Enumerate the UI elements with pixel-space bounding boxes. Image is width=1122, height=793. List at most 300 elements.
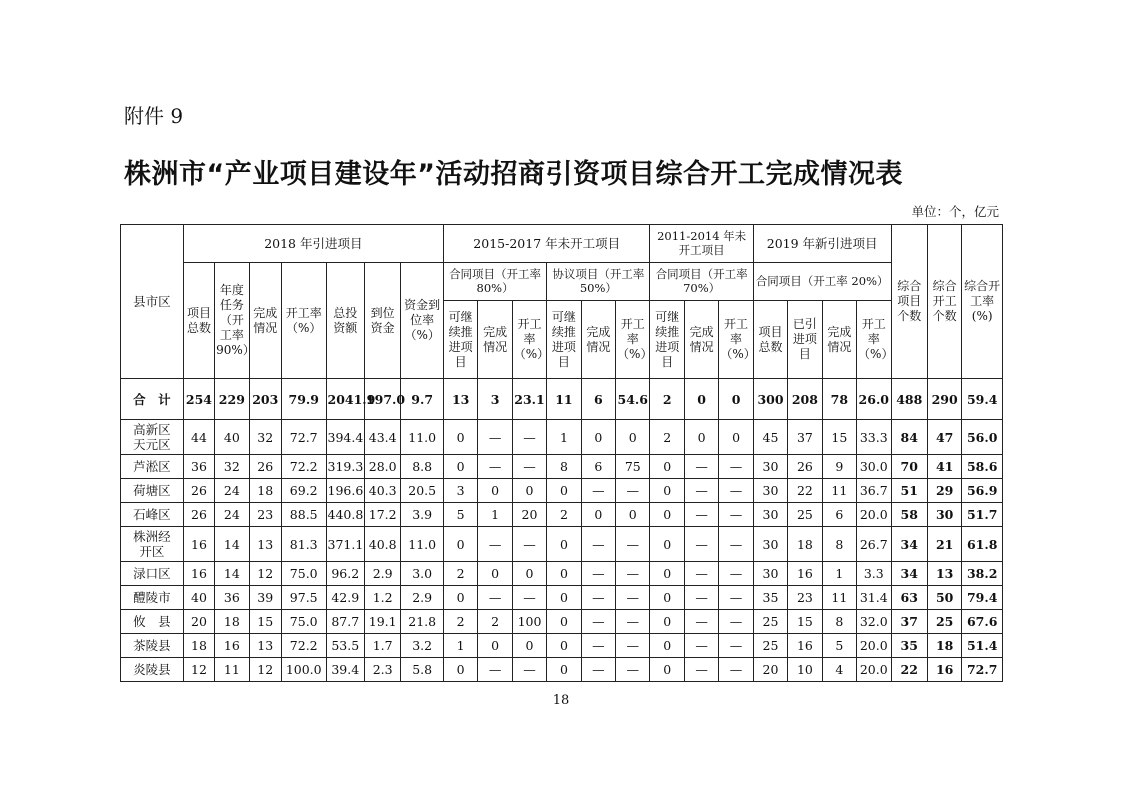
header-group-2019: 2019 年新引进项目 — [753, 225, 891, 263]
table-row — [121, 527, 1003, 562]
table-cell: 0 — [719, 420, 753, 455]
table-cell: — — [684, 455, 718, 479]
table-cell: 15 — [249, 610, 281, 634]
county-name-cell: 高新区天元区 — [121, 420, 184, 455]
table-cell: 18 — [183, 634, 214, 658]
table-cell: 40.8 — [364, 527, 400, 562]
table-cell: 0 — [443, 527, 477, 562]
table-cell: 1 — [478, 503, 512, 527]
table-cell: 1 — [547, 420, 581, 455]
table-cell: — — [684, 586, 718, 610]
table-row — [121, 658, 1003, 682]
table-cell: — — [616, 479, 650, 503]
county-name-cell: 渌口区 — [121, 562, 184, 586]
table-row — [121, 420, 1003, 455]
table-cell: 18 — [215, 610, 249, 634]
table-cell: 20 — [753, 658, 787, 682]
table-cell: 8.8 — [401, 455, 444, 479]
county-name-cell: 株洲经开区 — [121, 527, 184, 562]
table-cell: 0 — [478, 562, 512, 586]
table-cell: — — [478, 658, 512, 682]
table-cell: — — [719, 658, 753, 682]
page-number: 18 — [552, 693, 570, 708]
table-cell: 15 — [822, 420, 856, 455]
table-cell: 2 — [650, 420, 684, 455]
table-cell: 13 — [249, 527, 281, 562]
table-cell: 6 — [581, 379, 615, 420]
table-cell: 56.9 — [962, 479, 1003, 503]
unit-note: 单位：个，亿元 — [911, 204, 999, 219]
table-cell: 36.7 — [857, 479, 891, 503]
table-cell: 54.6 — [616, 379, 650, 420]
table-cell: 25 — [927, 610, 961, 634]
table-cell: — — [719, 479, 753, 503]
table-cell: 229 — [215, 379, 249, 420]
table-cell: — — [684, 503, 718, 527]
table-cell: 5 — [443, 503, 477, 527]
table-cell: 16 — [788, 562, 822, 586]
table-cell: 13 — [927, 562, 961, 586]
table-cell: 16 — [788, 634, 822, 658]
table-cell: 197.0 — [364, 379, 400, 420]
table-cell: 3.3 — [857, 562, 891, 586]
table-cell: 9.7 — [401, 379, 444, 420]
table-cell: 11.0 — [401, 420, 444, 455]
table-cell: 15 — [788, 610, 822, 634]
table-cell: 23 — [788, 586, 822, 610]
table-cell: — — [478, 527, 512, 562]
header-2019-contract: 合同项目（开工率 20%） — [753, 263, 891, 301]
table-cell: 8 — [822, 610, 856, 634]
table-cell: 1 — [822, 562, 856, 586]
table-cell: 100.0 — [281, 658, 326, 682]
table-cell: — — [616, 562, 650, 586]
table-cell: — — [719, 527, 753, 562]
table-cell: 300 — [753, 379, 787, 420]
table-cell: 78 — [822, 379, 856, 420]
table-cell: 371.1 — [326, 527, 364, 562]
header-rate: 开工率（%） — [512, 301, 546, 379]
table-cell: 38.2 — [962, 562, 1003, 586]
table-cell: 8 — [822, 527, 856, 562]
table-cell: 2 — [478, 610, 512, 634]
table-cell: 3 — [478, 379, 512, 420]
table-cell: 42.9 — [326, 586, 364, 610]
table-cell: — — [512, 658, 546, 682]
table-cell: 0 — [616, 420, 650, 455]
header-2019-total: 项目总数 — [753, 301, 787, 379]
table-cell: 72.2 — [281, 634, 326, 658]
table-cell: 11 — [215, 658, 249, 682]
table-cell: 0 — [443, 455, 477, 479]
table-row — [121, 455, 1003, 479]
table-cell: 72.7 — [281, 420, 326, 455]
table-row — [121, 586, 1003, 610]
table-cell: 26 — [249, 455, 281, 479]
table-cell: 12 — [249, 658, 281, 682]
table-cell: 5.8 — [401, 658, 444, 682]
table-cell: 32 — [215, 455, 249, 479]
table-cell: 0 — [684, 379, 718, 420]
table-cell: 0 — [547, 610, 581, 634]
table-cell: — — [616, 658, 650, 682]
table-cell: 14 — [215, 562, 249, 586]
table-cell: 40 — [183, 586, 214, 610]
table-cell: 26.7 — [857, 527, 891, 562]
table-cell: 56.0 — [962, 420, 1003, 455]
table-cell: 20 — [183, 610, 214, 634]
table-cell: — — [684, 634, 718, 658]
table-cell: 10 — [788, 658, 822, 682]
header-rate: 开工率（%） — [616, 301, 650, 379]
table-cell: 72.7 — [962, 658, 1003, 682]
table-cell: 25 — [753, 610, 787, 634]
header-group-2018: 2018 年引进项目 — [183, 225, 443, 263]
table-cell: 20.0 — [857, 634, 891, 658]
table-cell: 16 — [927, 658, 961, 682]
table-cell: 31.4 — [857, 586, 891, 610]
table-cell: 51.7 — [962, 503, 1003, 527]
table-cell: 47 — [927, 420, 961, 455]
table-cell: 0 — [650, 658, 684, 682]
table-cell: 0 — [547, 586, 581, 610]
table-cell: 0 — [443, 658, 477, 682]
table-cell: 36 — [183, 455, 214, 479]
table-cell: 45 — [753, 420, 787, 455]
table-cell: 41 — [927, 455, 961, 479]
header-2015-agreement: 协议项目（开工率 50%） — [547, 263, 650, 301]
table-cell: 0 — [547, 527, 581, 562]
table-cell: 13 — [249, 634, 281, 658]
table-cell: 0 — [650, 455, 684, 479]
table-cell: 21 — [927, 527, 961, 562]
table-cell: 0 — [547, 634, 581, 658]
table-cell: 6 — [822, 503, 856, 527]
table-cell: 16 — [183, 562, 214, 586]
table-cell: 0 — [547, 658, 581, 682]
table-cell: 51 — [891, 479, 927, 503]
table-cell: 5 — [822, 634, 856, 658]
table-cell: 23 — [249, 503, 281, 527]
table-cell: 9 — [822, 455, 856, 479]
header-2019-introduced: 已引进项目 — [788, 301, 822, 379]
table-cell: 69.2 — [281, 479, 326, 503]
table-cell: 319.3 — [326, 455, 364, 479]
table-cell: 30 — [753, 562, 787, 586]
header-annual-task: 年度任务（开工率90%） — [215, 263, 249, 379]
table-cell: 25 — [753, 634, 787, 658]
table-cell: — — [616, 527, 650, 562]
header-done: 完成情况 — [684, 301, 718, 379]
table-cell: 30 — [753, 479, 787, 503]
summary-table — [120, 224, 1003, 682]
table-row-total — [121, 379, 1003, 420]
table-cell: 36 — [215, 586, 249, 610]
table-cell: — — [719, 634, 753, 658]
table-cell: 26 — [183, 503, 214, 527]
table-cell: — — [719, 455, 753, 479]
table-cell: 16 — [215, 634, 249, 658]
header-group-2011: 2011-2014 年未开工项目 — [650, 225, 753, 263]
county-name-cell: 合 计 — [121, 379, 184, 420]
table-cell: 0 — [650, 610, 684, 634]
table-cell: 32 — [249, 420, 281, 455]
table-cell: 18 — [788, 527, 822, 562]
table-cell: 16 — [183, 527, 214, 562]
header-2019-done: 完成情况 — [822, 301, 856, 379]
table-cell: 0 — [443, 420, 477, 455]
table-cell: 13 — [443, 379, 477, 420]
header-start-rate: 开工率（%） — [281, 263, 326, 379]
table-cell: 37 — [891, 610, 927, 634]
table-cell: 88.5 — [281, 503, 326, 527]
table-cell: — — [684, 658, 718, 682]
table-cell: 24 — [215, 503, 249, 527]
table-cell: 39.4 — [326, 658, 364, 682]
table-cell: 11 — [822, 586, 856, 610]
table-cell: 3.0 — [401, 562, 444, 586]
table-row — [121, 634, 1003, 658]
header-continuable: 可继续推进项目 — [650, 301, 684, 379]
table-row — [121, 503, 1003, 527]
table-row — [121, 610, 1003, 634]
table-cell: 26 — [788, 455, 822, 479]
table-cell: 488 — [891, 379, 927, 420]
table-cell: 2.9 — [401, 586, 444, 610]
table-cell: — — [512, 420, 546, 455]
table-cell: 0 — [650, 527, 684, 562]
table-cell: 2.3 — [364, 658, 400, 682]
table-cell: 19.1 — [364, 610, 400, 634]
table-cell: 20.0 — [857, 658, 891, 682]
table-cell: 0 — [443, 586, 477, 610]
table-cell: 440.8 — [326, 503, 364, 527]
table-cell: 0 — [650, 586, 684, 610]
header-continuable: 可继续推进项目 — [443, 301, 477, 379]
table-cell: 0 — [650, 562, 684, 586]
table-cell: 1.2 — [364, 586, 400, 610]
table-cell: — — [581, 586, 615, 610]
header-2019-rate: 开工率（%） — [857, 301, 891, 379]
table-cell: — — [684, 479, 718, 503]
table-cell: 37 — [788, 420, 822, 455]
header-total-invest: 总投资额 — [326, 263, 364, 379]
table-cell: 12 — [249, 562, 281, 586]
table-cell: 0 — [616, 503, 650, 527]
header-2011-contract: 合同项目（开工率 70%） — [650, 263, 753, 301]
table-cell: 0 — [512, 634, 546, 658]
page-title: 株洲市“产业项目建设年”活动招商引资项目综合开工完成情况表 — [124, 159, 903, 190]
table-cell: — — [581, 479, 615, 503]
table-cell: 96.2 — [326, 562, 364, 586]
table-cell: — — [684, 562, 718, 586]
table-cell: 30 — [753, 503, 787, 527]
table-cell: 35 — [753, 586, 787, 610]
table-cell: 2 — [650, 379, 684, 420]
county-name-cell: 石峰区 — [121, 503, 184, 527]
table-cell: 3.9 — [401, 503, 444, 527]
table-cell: 39 — [249, 586, 281, 610]
header-continuable: 可继续推进项目 — [547, 301, 581, 379]
table-cell: 2 — [443, 610, 477, 634]
table-cell: 51.4 — [962, 634, 1003, 658]
header-group-2015: 2015-2017 年未开工项目 — [443, 225, 650, 263]
county-name-cell: 茶陵县 — [121, 634, 184, 658]
table-cell: — — [512, 586, 546, 610]
table-cell: 4 — [822, 658, 856, 682]
table-cell: 0 — [684, 420, 718, 455]
table-cell: — — [719, 562, 753, 586]
table-cell: 11 — [547, 379, 581, 420]
table-cell: 32.0 — [857, 610, 891, 634]
table-cell: 11.0 — [401, 527, 444, 562]
table-cell: 208 — [788, 379, 822, 420]
table-cell: — — [581, 562, 615, 586]
table-cell: 97.5 — [281, 586, 326, 610]
table-cell: 34 — [891, 562, 927, 586]
table-cell: 67.6 — [962, 610, 1003, 634]
table-cell: 87.7 — [326, 610, 364, 634]
table-cell: 50 — [927, 586, 961, 610]
table-cell: — — [581, 610, 615, 634]
table-cell: 17.2 — [364, 503, 400, 527]
county-name-cell: 芦淞区 — [121, 455, 184, 479]
table-cell: 75.0 — [281, 562, 326, 586]
table-cell: — — [684, 527, 718, 562]
table-cell: 81.3 — [281, 527, 326, 562]
table-cell: 18 — [927, 634, 961, 658]
table-cell: 2 — [443, 562, 477, 586]
table-cell: 1 — [443, 634, 477, 658]
header-overall-rate: 综合开工率(%) — [962, 225, 1003, 379]
table-cell: 21.8 — [401, 610, 444, 634]
table-cell: 34 — [891, 527, 927, 562]
table-cell: 79.4 — [962, 586, 1003, 610]
table-cell: — — [616, 586, 650, 610]
header-funds-rate: 资金到位率（%） — [401, 263, 444, 379]
county-name-cell: 攸 县 — [121, 610, 184, 634]
table-cell: 63 — [891, 586, 927, 610]
table-cell: 30 — [927, 503, 961, 527]
table-body — [121, 379, 1003, 682]
attachment-label: 附件 9 — [124, 104, 184, 128]
table-cell: 24 — [215, 479, 249, 503]
table-cell: 44 — [183, 420, 214, 455]
table-row — [121, 562, 1003, 586]
table-cell: 72.2 — [281, 455, 326, 479]
header-overall-projects: 综合项目个数 — [891, 225, 927, 379]
table-cell: — — [581, 527, 615, 562]
table-cell: — — [478, 586, 512, 610]
table-cell: 22 — [788, 479, 822, 503]
table-cell: 30 — [753, 455, 787, 479]
table-cell: 26.0 — [857, 379, 891, 420]
table-cell: 75 — [616, 455, 650, 479]
table-row — [121, 479, 1003, 503]
table-cell: 0 — [512, 479, 546, 503]
county-name-cell: 炎陵县 — [121, 658, 184, 682]
table-cell: 58.6 — [962, 455, 1003, 479]
header-done: 完成情况 — [478, 301, 512, 379]
table-cell: 11 — [822, 479, 856, 503]
table-cell: 33.3 — [857, 420, 891, 455]
table-cell: 0 — [478, 479, 512, 503]
table-cell: 0 — [650, 634, 684, 658]
table-cell: 35 — [891, 634, 927, 658]
table-cell: 43.4 — [364, 420, 400, 455]
table-cell: 29 — [927, 479, 961, 503]
header-funds-arrived: 到位资金 — [364, 263, 400, 379]
header-county: 县市区 — [121, 225, 184, 379]
table-cell: 30 — [753, 527, 787, 562]
table-cell: 0 — [478, 634, 512, 658]
table-cell: 30.0 — [857, 455, 891, 479]
table-cell: 0 — [512, 562, 546, 586]
table-cell: 100 — [512, 610, 546, 634]
header-2015-contract: 合同项目（开工率 80%） — [443, 263, 546, 301]
header-done: 完成情况 — [581, 301, 615, 379]
table-cell: — — [512, 455, 546, 479]
table-cell: 0 — [650, 503, 684, 527]
header-total-projects: 项目总数 — [183, 263, 214, 379]
table-cell: 22 — [891, 658, 927, 682]
table-cell: 28.0 — [364, 455, 400, 479]
table-cell: 75.0 — [281, 610, 326, 634]
table-cell: 0 — [650, 479, 684, 503]
table-cell: 20.5 — [401, 479, 444, 503]
table-cell: 0 — [547, 562, 581, 586]
table-cell: 290 — [927, 379, 961, 420]
table-cell: 3 — [443, 479, 477, 503]
header-completion: 完成情况 — [249, 263, 281, 379]
table-cell: — — [616, 610, 650, 634]
table-cell: — — [616, 634, 650, 658]
table-cell: 394.4 — [326, 420, 364, 455]
table-cell: — — [719, 503, 753, 527]
header-overall-started: 综合开工个数 — [927, 225, 961, 379]
table-cell: 14 — [215, 527, 249, 562]
table-cell: 2041.9 — [326, 379, 364, 420]
table-cell: 70 — [891, 455, 927, 479]
table-cell: 40.3 — [364, 479, 400, 503]
table-cell: 26 — [183, 479, 214, 503]
table-cell: 3.2 — [401, 634, 444, 658]
table-cell: 0 — [547, 479, 581, 503]
table-cell: 25 — [788, 503, 822, 527]
table-cell: 0 — [581, 503, 615, 527]
table-cell: 58 — [891, 503, 927, 527]
table-cell: 20 — [512, 503, 546, 527]
county-name-cell: 醴陵市 — [121, 586, 184, 610]
table-cell: 0 — [719, 379, 753, 420]
table-cell: 61.8 — [962, 527, 1003, 562]
table-cell: 2 — [547, 503, 581, 527]
table-cell: 203 — [249, 379, 281, 420]
table-cell: 6 — [581, 455, 615, 479]
table-cell: 196.6 — [326, 479, 364, 503]
table-cell: — — [719, 586, 753, 610]
table-cell: 84 — [891, 420, 927, 455]
table-cell: — — [684, 610, 718, 634]
table-cell: — — [719, 610, 753, 634]
header-rate: 开工率（%） — [719, 301, 753, 379]
table-cell: — — [581, 634, 615, 658]
table-cell: — — [512, 527, 546, 562]
table-cell: 23.1 — [512, 379, 546, 420]
table-cell: — — [478, 420, 512, 455]
table-cell: 53.5 — [326, 634, 364, 658]
table-cell: 254 — [183, 379, 214, 420]
